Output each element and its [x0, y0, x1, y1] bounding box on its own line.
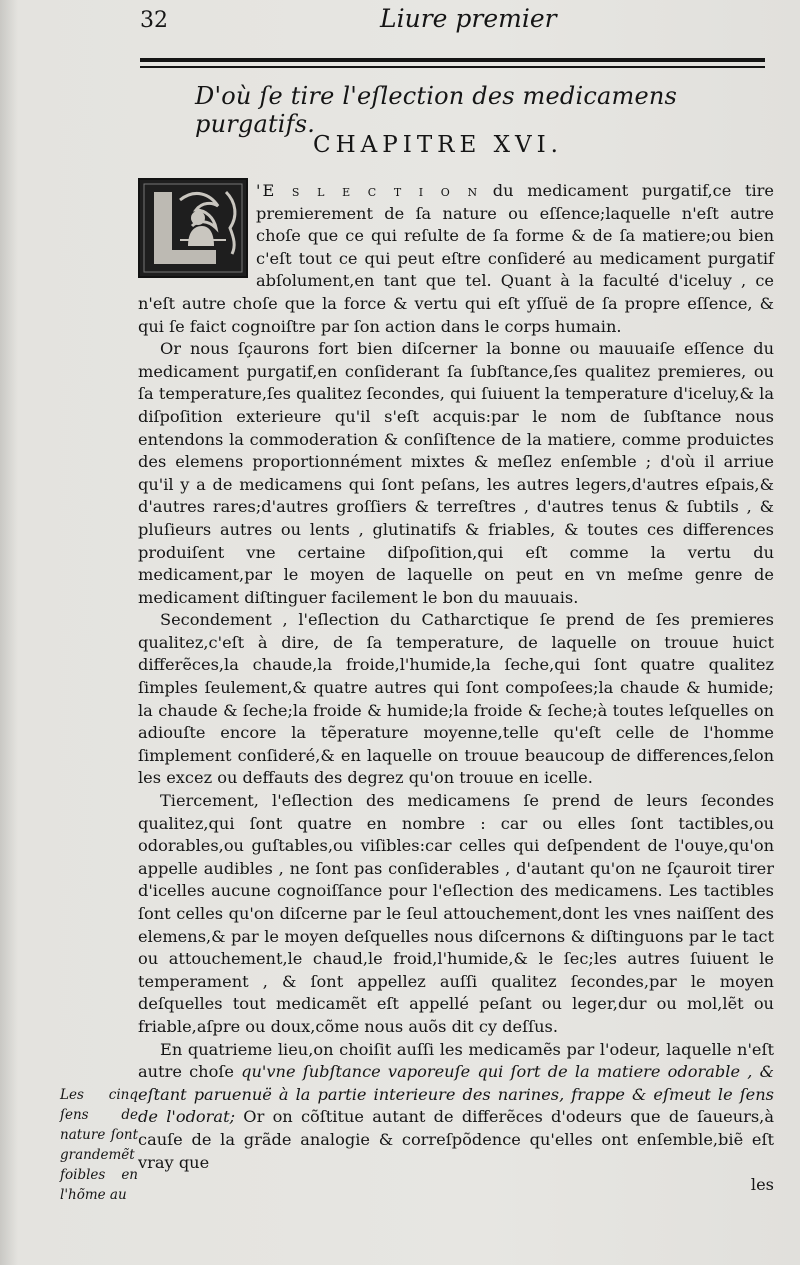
paragraph-2: Or nous ſçaurons fort bien diſcerner la bonne ou mauuaiſe eſſence du medicament purgatif,en conſiderant ſa ſubſtance,ſes qualitez premieres, ou ſa temperature,ſes qualitez ſecondes, qui ſuiuent la temperature d'iceluy,& la diſpoſition exterieure qu'il s'eſt acquis:par le nom de ſubſtance nous entendons la commoderation & conſiſtence de la matiere, comme produictes des elemens proportionnément mixtes & meſlez enſemble ; d'où il arriue qu'il y a de medicamens qui ſont peſans, les autres legers,d'autres eſpais,& d'autres rares;d'autres groſſiers & terreſtres , d'autres tenus & ſubtils , & pluſieurs autres ou lents , glutinatifs & friables, & toutes ces differences produiſent vne certaine diſpoſition,qui eſt comme la vertu du medicament,par le moyen de laquelle on peut en vn meſme genre de medicament diſtinguer facilement le bon du mauuais. [138, 339, 774, 607]
paragraph-4: Tiercement, l'eſlection des medicamens ſe prend de leurs ſecondes qualitez,qui ſont quatre en nombre : car ou elles ſont tactibles,ou odorables,ou guſtables,ou viſibles:car celles qui deſpendent de l'ouye,qu'on appelle audibles , ne ſont pas conſiderables , d'autant qu'on ne ſçauroit tirer d'icelles aucune cognoiſſance pour l'eſlection des medicamens. Les tactibles ſont celles qu'on diſcerne par le ſeul attouchement,dont les vnes naiſſent des elemens,& par le moyen deſquelles nous diſcernons & diſtinguons par le tact ou attouchement,le chaud,le froid,l'humide,& le ſec;les autres ſuiuent le temperament , & ſont appellez auſſi qualitez ſecondes,par le moyen deſquelles tout medicamẽt eſt appellé peſant ou leger,dur ou mol,lẽt ou friable,aſpre ou doux,cõme nous auõs dit cy deſſus. [138, 791, 774, 1036]
page-number: 32 [140, 8, 168, 33]
initial-letter-space [138, 180, 256, 276]
catchword: les [750, 1175, 774, 1195]
paragraph-5 [138, 1039, 774, 1175]
margin-note: Les cinq ſens de nature ſont grandemẽt foibles en l'hõme au [60, 1087, 138, 1203]
paragraph-3: Secondement , l'eſlection du Catharctique ſe prend de ſes premieres qualitez,c'eſt à dire, de ſa temperature, de laquelle on trouue huict differẽces,la chaude,la froide,l'humide,la ſeche,qui ſont quatre qualitez ſimples ſeulement,& quatre autres qui ſont compoſees;la chaude & humide; la chaude & ſeche;la froide & humide;la froide & ſeche;à toutes leſquelles on adiouſte encore la tẽperature moyenne,telle qu'eſt celle de l'homme ſimplement conſideré,& en laquelle on trouue beaucoup de differences,ſelon les excez ou deffauts des degrez qu'on trouue en icelle. [138, 610, 774, 788]
italic-definition: qu'vne ſubſtance vaporeuſe qui ſort de la matiere odorable , & eſtant paruenuë à la partie interieure des narines, frappe & eſmeut le ſens de l'odorat; [138, 1062, 774, 1127]
running-head: Liure premier [380, 4, 557, 33]
paragraph-1 [138, 180, 774, 338]
chapter-body [138, 180, 774, 1197]
chapter-title: CHAPITRE XVI. [313, 132, 563, 158]
opening-word: 'E s l e c t i o n [256, 181, 480, 200]
paragraph-text: En quatrieme lieu,on choiſit auſſi les medicamẽs par l'odeur, laquelle n'eſt autre choſe [138, 1039, 774, 1082]
header-rule-thick [140, 58, 765, 62]
paragraph-text: du medicament purgatif,ce tire premierement de ſa nature ou eſſence;laquelle n'eſt autre choſe que ce qui reſulte de ſa forme & de ſa matiere;ou bien c'eſt tout ce qui peut eſtre conſideré au medicament purgatif abſolument,en tant que tel. Quant à la faculté d'iceluy , ce n'eſt autre choſe que la force & vertu qui eſt yſſuë de ſa propre eſſence, & qui ſe faict cognoiſtre par ſon action dans le corps humain. [138, 181, 774, 336]
header-rule-thin [140, 66, 765, 68]
paragraph-text-continued: Or on cõſtitue autant de differẽces d'odeurs que de ſaueurs,à cauſe de la grãde analogie & correſpõdence qu'elles ont enſemble,biẽ eſt vray que [138, 1107, 774, 1172]
section-title: D'où ſe tire l'eſlection des medicamens purgatifs. [195, 82, 678, 138]
